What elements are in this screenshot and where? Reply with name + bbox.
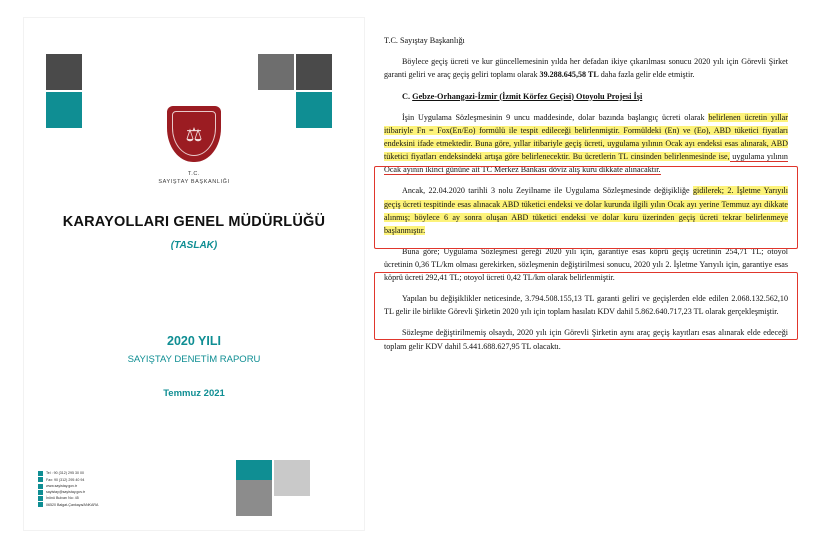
paragraph-5: Yapılan bu değişiklikler neticesinde, 3.794.508.155,13 TL garanti geliri ve geçişlerden elde edilen 2.068.132.562,10 TL gelir ile birlikte Görevli Şirketin 2020 yılı için toplam hasılatı KDV dahil 5.862.640.717,23 TL olarak gerçekleşmiştir. xyxy=(384,294,788,317)
report-cover-page xyxy=(24,18,364,530)
contact-line: sayistay@sayistay.gov.tr xyxy=(46,490,86,495)
bullet-icon xyxy=(38,471,43,476)
paragraph-1-amount: 39.288.645,58 TL xyxy=(539,70,599,80)
paragraph-2-highlight: belirlenen ücretin yıllar itibariyle Fn = Fox(En/Eo) formülü ile tespit edileceği belirlenmiştir. Formüldeki (En) ve (Eo), ABD tüketici fiyatları endeksini ifade etmektedir. Buna göre, yıllar itibariyle geçiş ücreti, uygulama yılının Ocak ayı endeksi esas alınarak, ABD tüketici fiyatları endeksindeki artışa göre belirlenecektir. Bu ücretlerin TL cinsinden belirlenmesinde ise, xyxy=(384,112,788,162)
sayistay-emblem xyxy=(167,106,221,168)
decor-square xyxy=(296,54,332,90)
bullet-icon xyxy=(38,502,43,507)
cover-year: 2020 YILI xyxy=(167,334,221,348)
paragraph-2-underlined: uygulama yılının Ocak ayının ikinci gününe ait TC Merkez Bankası döviz alış kuru dikkate alınacaktır. xyxy=(384,152,788,175)
contact-line: Fax: 90 (312) 295 40 94 xyxy=(46,477,85,482)
emblem-caption-line2: SAYIŞTAY BAŞKANLIĞI xyxy=(158,179,230,186)
cover-contact-block xyxy=(38,470,188,508)
document-page xyxy=(372,24,802,534)
paragraph-6: Sözleşme değiştirilmemiş olsaydı, 2020 yılı için Görevli Şirketin aynı araç geçiş kayıtları esas alınarak elde edeceği toplam gelir KDV dahil 5.441.688.627,95 TL olacaktı. xyxy=(384,328,788,351)
paragraph-2-lead: İşin Uygulama Sözleşmesinin 9 uncu maddesinde, dolar bazında başlangıç ücreti olarak xyxy=(402,112,709,122)
cover-date: Temmuz 2021 xyxy=(163,388,225,399)
paragraph-1 xyxy=(384,55,788,81)
paragraph-3 xyxy=(384,184,788,236)
contact-row xyxy=(38,502,188,508)
scales-of-justice-icon: ⚖ xyxy=(185,125,203,146)
paragraph-4: Buna göre; Uygulama Sözleşmesi gereği 2020 yılı için, garantiye esas köprü geçiş ücretinin 254,71 TL; otoyol ücretinin 0,36 TL/km olması gerekirken, sözleşmenin değiştirilmesi sonucu, 2020 yılı 2. İşletme Yarıyılı için, garantiye esas köprü ücreti 292,41 TL; otoyol ücreti 0,42 TL/km olarak belirlenmiştir. xyxy=(384,246,788,283)
cover-title: KARAYOLLARI GENEL MÜDÜRLÜĞÜ xyxy=(62,214,326,230)
decor-square xyxy=(296,92,332,128)
section-title: Gebze-Orhangazi-İzmir (İzmit Körfez Geçisi) Otoyolu Projesi İşi xyxy=(412,91,643,101)
emblem-caption-line1: T.C. xyxy=(187,171,201,177)
contact-line: Tel : 90 (312) 295 30 00 xyxy=(46,471,84,476)
paragraph-1-pre: Böylece geçiş ücreti ve kur güncellemesinin yılda her defadan ikiye çıkarılması sonucu 2020 yılı için Görevli Şirket garanti geliri ve araç geçiş geliri toplamı olarak xyxy=(384,57,788,80)
section-letter: C. xyxy=(402,91,411,101)
decor-square xyxy=(274,460,310,496)
paragraph-3-highlight: gidilerek; 2. İşletme Yarıyılı geçiş ücreti tespitinde esas alınacak ABD tüketici endeksi ve dolar kurunda ilgili yılın Ocak ayı yerine Temmuz ayı dikkate alınmış; böylece 6 ay sonra oluşan ABD tüketici endeksi ve dolar kuru üzerinden geçiş ücreti tekrar belirlenmeye başlanmıştır. xyxy=(384,186,788,235)
cover-decorative-squares-bottom xyxy=(236,460,346,516)
decor-square xyxy=(258,54,294,90)
emblem-shield-icon xyxy=(167,106,221,162)
section-heading xyxy=(384,90,788,103)
decor-square xyxy=(46,54,82,90)
bullet-icon xyxy=(38,477,43,482)
cover-report-name: SAYIŞTAY DENETİM RAPORU xyxy=(127,354,261,365)
contact-line: İnönü Bulvarı No: 45 xyxy=(46,496,79,501)
document-header: T.C. Sayıştay Başkanlığı xyxy=(384,36,465,45)
cover-subtitle: (TASLAK) xyxy=(170,240,218,251)
bullet-icon xyxy=(38,490,43,495)
bullet-icon xyxy=(38,496,43,501)
contact-line: 06520 Balgat-Çankaya/ANKARA xyxy=(46,502,99,507)
paragraph-2 xyxy=(384,111,788,177)
emblem-caption xyxy=(24,170,364,187)
contact-line: www.sayistay.gov.tr xyxy=(46,483,78,488)
bullet-icon xyxy=(38,484,43,489)
paragraph-3-lead: Ancak, 22.04.2020 tarihli 3 nolu Zeyilname ile Uygulama Sözleşmesinde değişikliğe xyxy=(402,186,693,196)
decor-square xyxy=(46,92,82,128)
decor-square xyxy=(236,480,272,516)
paragraph-1-post: daha fazla gelir elde etmiştir. xyxy=(598,70,695,80)
